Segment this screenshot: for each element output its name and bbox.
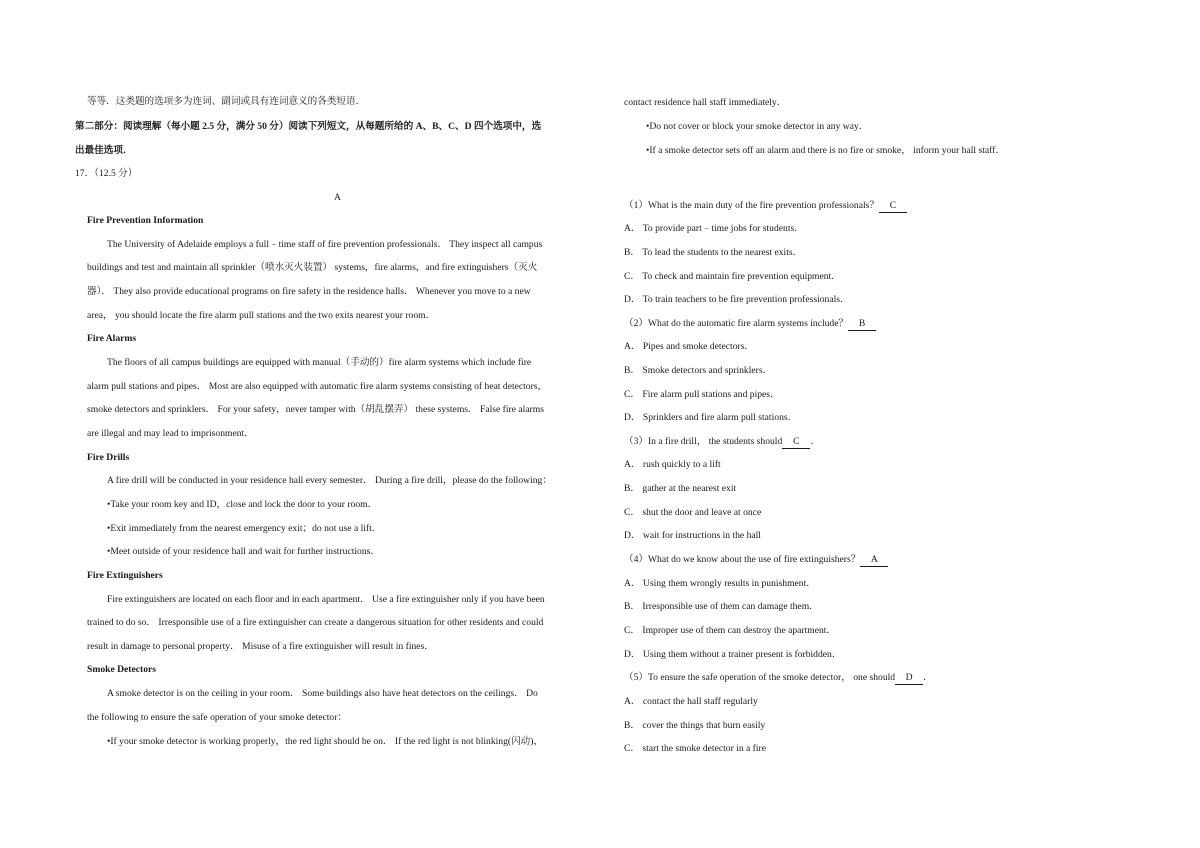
answer-blank: B (848, 318, 876, 331)
option: B． cover the things that burn easily (624, 720, 766, 731)
section-heading: Fire Prevention Information (87, 215, 204, 226)
bullet-line: •If a smoke detector sets off an alarm and there is no fire or smoke， inform your hall staff． (646, 145, 1005, 156)
question-stem (624, 672, 933, 685)
paragraph-line: A smoke detector is on the ceiling in your room． Some buildings also have heat detectors on the ceilings． Do (107, 688, 538, 699)
option: A． contact the hall staff regularly (624, 696, 758, 707)
option: D． Using them without a trainer present is forbidden． (624, 649, 842, 660)
bullet-line: •If your smoke detector is working properly，the red light should be on． If the red light is not blinking(闪动)， (107, 736, 544, 747)
option: D． Sprinklers and fire alarm pull stations． (624, 412, 798, 423)
question-stem-text: （2）What do the automatic fire alarm systems include？ (624, 318, 849, 329)
question-stem-tail: ． (923, 672, 933, 683)
section-heading: Smoke Detectors (87, 664, 156, 675)
question-stem (624, 318, 876, 331)
passage-label: A (334, 192, 341, 203)
question-stem-text: （4）What do we know about the use of fire extinguishers？ (624, 554, 861, 565)
paragraph-line: trained to do so． Irresponsible use of a fire extinguisher can create a dangerous situation for other residents and could (87, 617, 544, 628)
paragraph-line: contact residence hall staff immediately． (624, 97, 787, 108)
intro-tail: 等等．这类题的选项多为连词、副词或具有连词意义的各类短语． (87, 96, 366, 107)
paragraph-line: 器）． They also provide educational programs on fire safety in the residence halls． Whenever you move to a new (87, 286, 531, 297)
paragraph-line: are illegal and may lead to imprisonment． (87, 428, 254, 439)
option: C． start the smoke detector in a fire (624, 743, 766, 754)
bullet-line: •Take your room key and ID，close and lock the door to your room． (107, 499, 378, 510)
bullet-line: •Meet outside of your residence hall and wait for further instructions． (107, 546, 380, 557)
question-stem-tail: ． (810, 436, 820, 447)
answer-blank: C (782, 436, 810, 449)
option: C． To check and maintain fire prevention equipment． (624, 271, 841, 282)
question-stem (624, 554, 888, 567)
question-stem (624, 436, 820, 449)
option: A． rush quickly to a lift (624, 459, 721, 470)
answer-blank: D (895, 672, 923, 685)
option: C． shut the door and leave at once (624, 507, 762, 518)
right-column (600, 0, 1200, 848)
option: C． Fire alarm pull stations and pipes． (624, 389, 780, 400)
option: D． wait for instructions in the hall (624, 530, 761, 541)
option: B． To lead the students to the nearest exits． (624, 247, 803, 258)
option: A． Pipes and smoke detectors． (624, 341, 755, 352)
question-stem-text: （3）In a fire drill， the students should (624, 436, 783, 447)
question-stem-text: （1）What is the main duty of the fire prevention professionals？ (624, 200, 879, 211)
bullet-line: •Exit immediately from the nearest emergency exit；do not use a lift． (107, 523, 382, 534)
paragraph-line: A fire drill will be conducted in your residence hall every semester． During a fire drill，please do the following： (107, 475, 552, 486)
question-number: 17．（12.5 分） (75, 168, 138, 179)
answer-blank: C (879, 200, 907, 213)
part2-heading-line2: 出最佳选项． (75, 145, 133, 156)
paragraph-line: the following to ensure the safe operation of your smoke detector： (87, 712, 348, 723)
question-stem-text: （5）To ensure the safe operation of the smoke detector， one should (624, 672, 896, 683)
question-stem (624, 200, 907, 213)
option: C． Improper use of them can destroy the apartment． (624, 625, 837, 636)
paragraph-line: result in damage to personal property． Misuse of a fire extinguisher will result in fines． (87, 641, 434, 652)
part2-heading-line1: 第二部分：阅读理解（每小题 2.5 分，满分 50 分）阅读下列短文，从每题所给的 A、B、C、D 四个选项中，选 (75, 121, 542, 132)
paragraph-line: alarm pull stations and pipes． Most are also equipped with automatic fire alarm systems consisting of heat detectors， (87, 381, 548, 392)
option: B． Smoke detectors and sprinklers． (624, 365, 773, 376)
section-heading: Fire Extinguishers (87, 570, 163, 581)
option: B． gather at the nearest exit (624, 483, 737, 494)
bullet-line: •Do not cover or block your smoke detector in any way． (646, 121, 869, 132)
paragraph-line: Fire extinguishers are located on each floor and in each apartment． Use a fire extinguisher only if you have been (107, 594, 545, 605)
paragraph-line: buildings and test and maintain all sprinkler（喷水灭火装置） systems，fire alarms，and fire extinguishers（灭火 (87, 262, 538, 273)
paragraph-line: The University of Adelaide employs a full﹣time staff of fire prevention professionals． They inspect all campus (107, 239, 543, 250)
paragraph-line: smoke detectors and sprinklers． For your safety，never tamper with（胡乱摆弄） these systems． False fire alarms (87, 404, 544, 415)
option: A． Using them wrongly results in punishment． (624, 578, 816, 589)
paragraph-line: area， you should locate the fire alarm pull stations and the two exits nearest your room． (87, 310, 436, 321)
option: D． To train teachers to be fire prevention professionals． (624, 294, 850, 305)
option: A． To provide part﹣time jobs for students． (624, 223, 804, 234)
option: B． Irresponsible use of them can damage them． (624, 601, 819, 612)
answer-blank: A (860, 554, 888, 567)
section-heading: Fire Drills (87, 452, 130, 463)
section-heading: Fire Alarms (87, 333, 137, 344)
paragraph-line: The floors of all campus buildings are equipped with manual（手动的）fire alarm systems which include fire (107, 357, 532, 368)
